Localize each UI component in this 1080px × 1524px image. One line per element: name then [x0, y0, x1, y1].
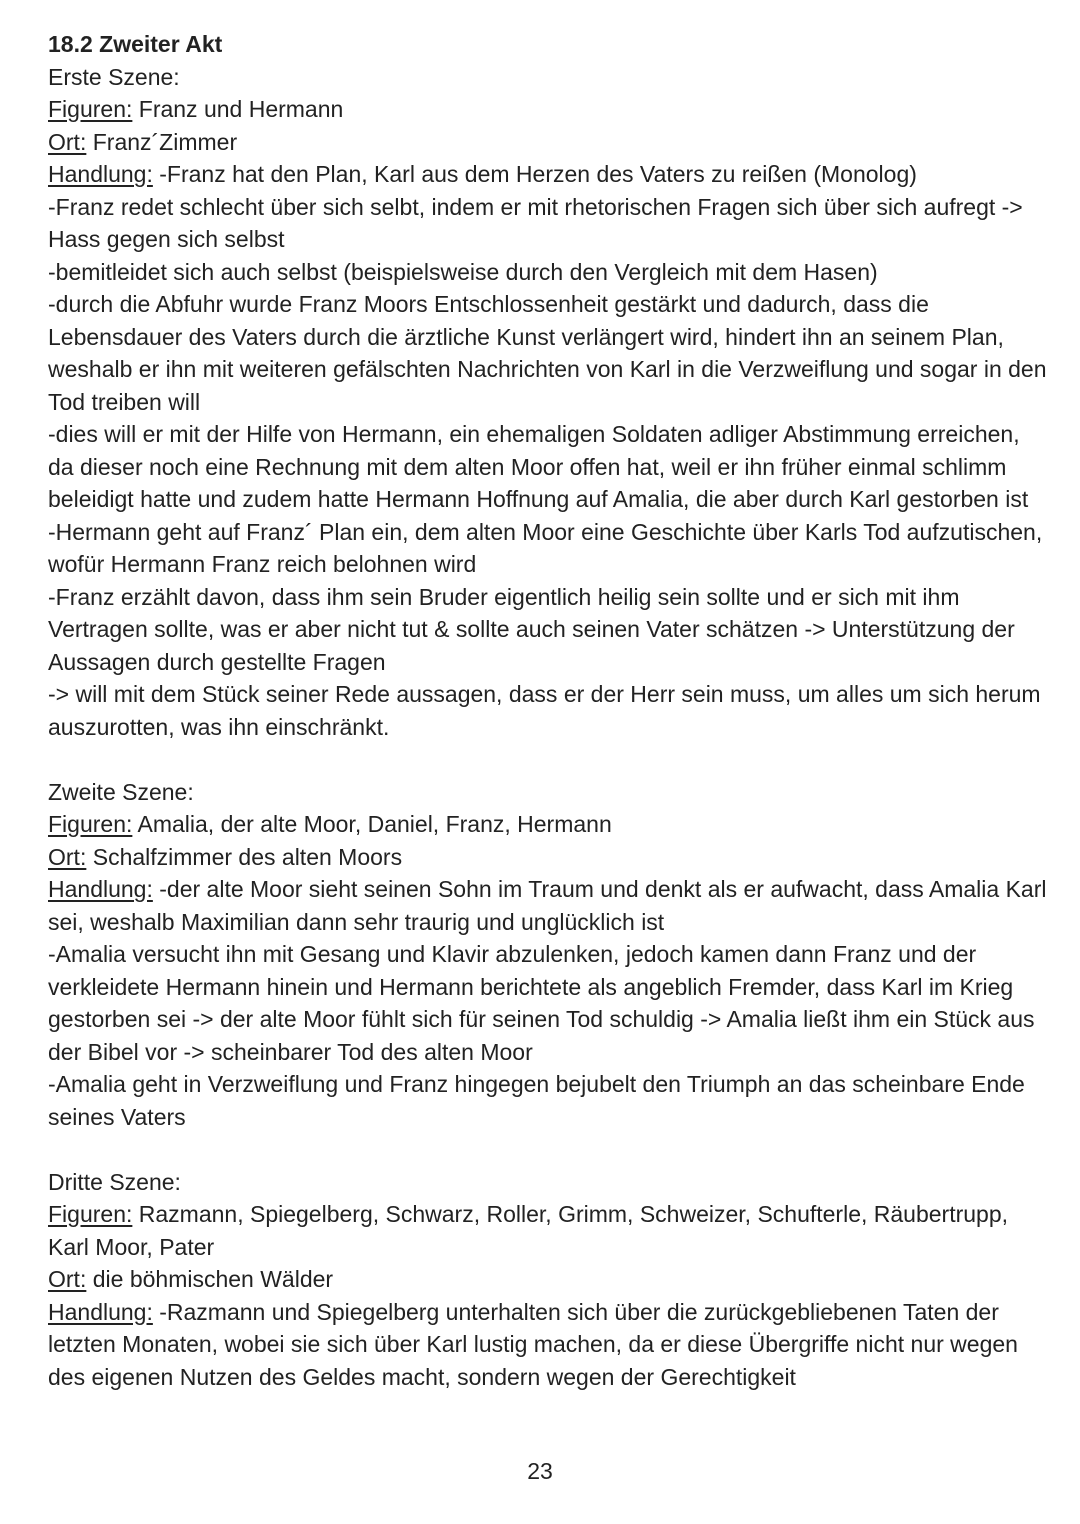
section-heading: 18.2 Zweiter Akt [48, 31, 223, 57]
handlung-point: -Franz erzählt davon, dass ihm sein Bruder eigentlich heilig sein sollte und er sich mit ihm Vertragen sollte, was er aber nicht tut & sollte auch seinen Vater schätzen -> Unterstützung der Aussagen durch gestellte Fragen [48, 583, 1015, 675]
handlung-text: -Franz hat den Plan, Karl aus dem Herzen des Vaters zu reißen (Monolog) [152, 161, 917, 187]
ort-text: Schalfzimmer des alten Moors [86, 843, 403, 870]
ort-line [48, 126, 1048, 159]
figuren-line [48, 93, 1048, 126]
scene-2 [48, 776, 1048, 1134]
handlung-line [48, 1296, 1048, 1394]
handlung-text: -der alte Moor sieht seinen Sohn im Traum und denkt als er aufwacht, dass Amalia Karl sei, weshalb Maximilian dann sehr traurig und unglücklich ist [48, 876, 1047, 935]
ort-text: Franz´Zimmer [86, 128, 238, 155]
handlung-label: Handlung: [48, 876, 153, 902]
scene-3 [48, 1166, 1048, 1394]
handlung-point: -Franz redet schlecht über sich selbt, indem er mit rhetorischen Fragen sich über sich aufregt -> Hass gegen sich selbst [48, 193, 1023, 252]
handlung-point: -Amalia versucht ihn mit Gesang und Klavir abzulenken, jedoch kamen dann Franz und der verkleidete Hermann hinein und Hermann berichtete als angeblich Fremder, dass Karl im Krieg gestorben sei -> der alte Moor fühlt sich für seinen Tod schuldig -> Amalia ließt ihm ein Stück aus der Bibel vor -> scheinbarer Tod des alten Moor [48, 941, 1035, 1065]
handlung-point: -> will mit dem Stück seiner Rede aussagen, dass er der Herr sein muss, um alles um sich herum auszurotten, was ihn einschränkt. [48, 681, 1041, 740]
handlung-text: -Razmann und Spiegelberg unterhalten sich über die zurückgebliebenen Taten der letzten Monaten, wobei sie sich über Karl lustig machen, da er diese Übergriffe nicht nur wegen des eigenen Nutzen des Geldes macht, sondern wegen der Gerechtigkeit [48, 1298, 1018, 1390]
ort-line [48, 1263, 1048, 1296]
figuren-text: Razmann, Spiegelberg, Schwarz, Roller, Grimm, Schweizer, Schufterle, Räubertrupp, Karl Moor, Pater [48, 1201, 1009, 1260]
handlung-label: Handlung: [48, 161, 153, 187]
spacer [48, 743, 1048, 776]
handlung-point: -dies will er mit der Hilfe von Hermann, ein ehemaligen Soldaten adliger Abstimmung erreichen, da dieser noch eine Rechnung mit dem alten Moor offen hat, weil er ihn früher einmal schlimm beleidigt hatte und zudem hatte Hermann Hoffnung auf Amalia, die aber durch Karl gestorben ist [48, 421, 1029, 512]
handlung-line [48, 158, 1048, 191]
figuren-text: Franz und Hermann [132, 96, 344, 122]
ort-label: Ort: [48, 1266, 87, 1292]
document-body [48, 28, 1048, 1393]
scene-1 [48, 61, 1048, 744]
figuren-label: Figuren: [48, 811, 133, 837]
figuren-line [48, 808, 1048, 841]
ort-text: die böhmischen Wälder [86, 1266, 334, 1292]
handlung-point: -durch die Abfuhr wurde Franz Moors Entschlossenheit gestärkt und dadurch, dass die Lebensdauer des Vaters durch die ärztliche Kunst verlängert wird, hindert ihn an seinem Plan, weshalb er ihn mit weiteren gefälschten Nachrichten von Karl in die Verzweiflung und sogar in den Tod treiben will [48, 291, 1047, 415]
scene-title: Erste Szene: [48, 63, 180, 90]
scene-title: Dritte Szene: [48, 1168, 181, 1195]
ort-label: Ort: [48, 128, 87, 155]
figuren-text: Amalia, der alte Moor, Daniel, Franz, Hermann [132, 811, 612, 837]
handlung-label: Handlung: [48, 1298, 153, 1325]
figuren-label: Figuren: [48, 1201, 133, 1227]
handlung-line [48, 873, 1048, 938]
handlung-point: -Hermann geht auf Franz´ Plan ein, dem alten Moor eine Geschichte über Karls Tod aufzutischen, wofür Hermann Franz reich belohnen wird [48, 518, 1043, 577]
page-number: 23 [527, 1458, 553, 1484]
spacer [48, 1133, 1048, 1166]
handlung-point: -Amalia geht in Verzweiflung und Franz hingegen bejubelt den Triumph an das scheinbare Ende seines Vaters [48, 1071, 1025, 1130]
handlung-point: -bemitleidet sich auch selbst (beispielsweise durch den Vergleich mit dem Hasen) [48, 258, 878, 285]
figuren-label: Figuren: [48, 96, 133, 122]
ort-label: Ort: [48, 843, 87, 870]
ort-line [48, 841, 1048, 874]
figuren-line [48, 1198, 1048, 1263]
scene-title: Zweite Szene: [48, 778, 194, 805]
